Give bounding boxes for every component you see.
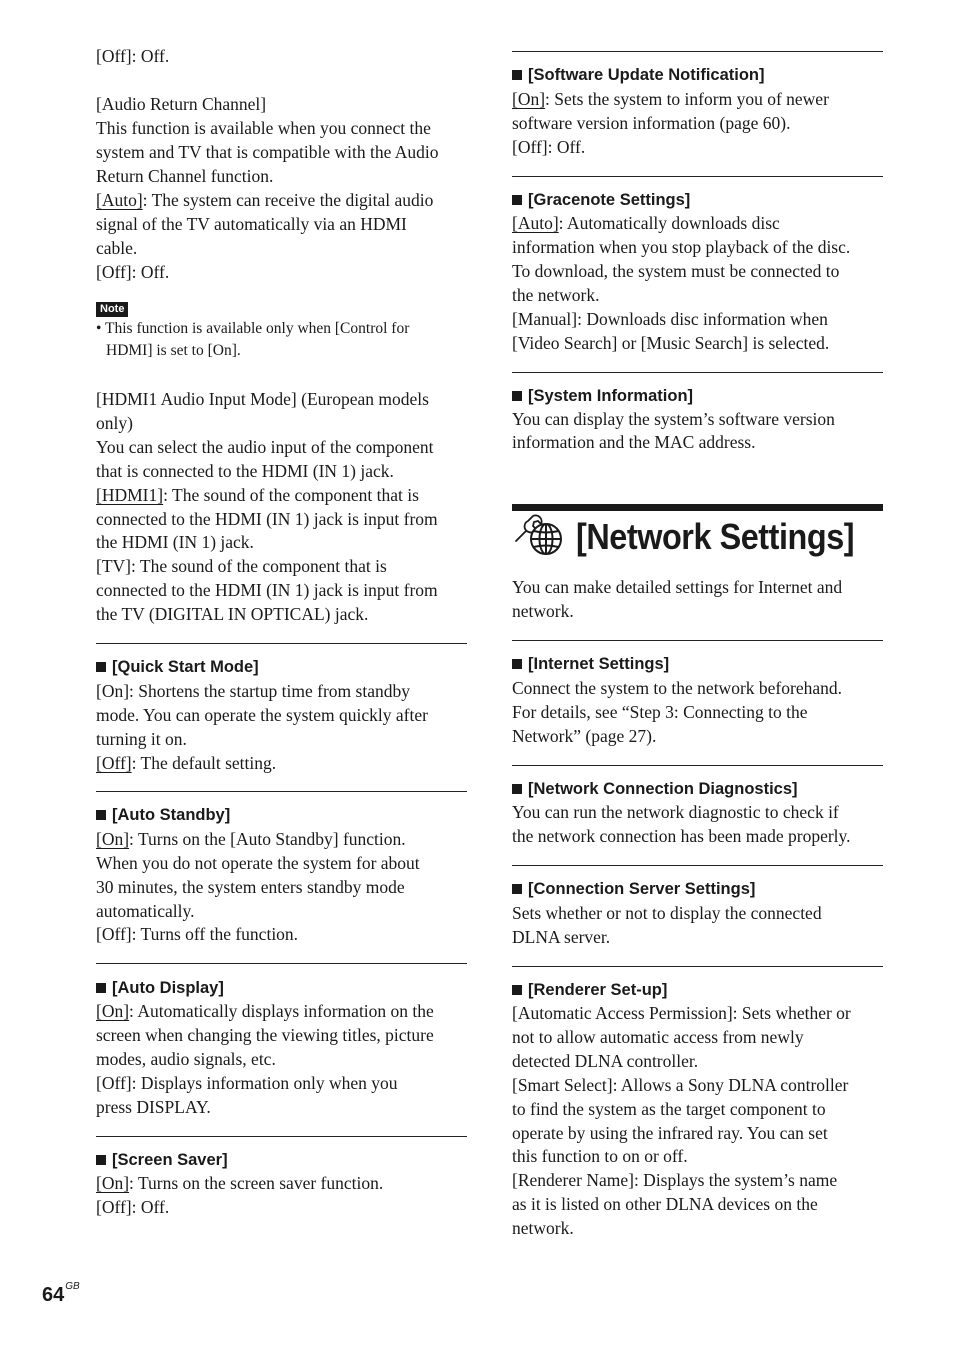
bullet-square-icon — [96, 810, 106, 820]
body-text: [Video Search] or [Music Search] is selected. — [512, 333, 830, 353]
body-text: as it is listed on other DLNA devices on the — [512, 1194, 818, 1214]
option-description: : The default setting. — [131, 753, 277, 773]
default-option: [On] — [96, 1001, 130, 1021]
default-option: [HDMI1] — [96, 485, 164, 505]
section-divider — [512, 51, 883, 52]
default-option: [On] — [96, 829, 130, 849]
option-description: : The system can receive the digital audio — [142, 190, 434, 210]
section-divider — [512, 640, 883, 641]
page-region-suffix: GB — [65, 1281, 80, 1293]
bullet-square-icon — [96, 983, 106, 993]
section-divider — [96, 1136, 467, 1137]
body-text: to find the system as the target component to — [512, 1099, 826, 1119]
body-text: You can run the network diagnostic to check if — [512, 802, 839, 822]
body-text: software version information (page 60). — [512, 113, 791, 133]
bullet-square-icon — [512, 884, 522, 894]
hdmi1-audio-title: [HDMI1 Audio Input Mode] (European models — [96, 389, 429, 409]
body-text: network. — [512, 1218, 574, 1238]
on-option-line — [96, 999, 468, 1023]
body-text: For details, see “Step 3: Connecting to the — [512, 702, 808, 722]
body-text: 30 minutes, the system enters standby mode — [96, 877, 405, 897]
body-text: cable. — [96, 238, 138, 258]
body-text: [Smart Select]: Allows a Sony DLNA controller — [512, 1075, 849, 1095]
section-title-bar — [512, 504, 883, 511]
body-text: This function is available when you connect the — [96, 118, 431, 138]
internet-settings-heading: [Internet Settings] — [512, 653, 669, 675]
auto-option-line — [96, 188, 468, 212]
section-divider — [96, 643, 467, 644]
body-text: network. — [512, 601, 574, 621]
body-text: [Off]: Off. — [96, 1197, 170, 1217]
bullet-square-icon — [512, 985, 522, 995]
bullet-square-icon — [512, 195, 522, 205]
body-text: DLNA server. — [512, 927, 611, 947]
bullet-square-icon — [96, 662, 106, 672]
body-text: You can select the audio input of the component — [96, 437, 434, 457]
bullet-square-icon — [512, 659, 522, 669]
body-text: [Off]: Displays information only when you — [96, 1073, 398, 1093]
off-option-text: [Off]: Off. — [96, 46, 170, 66]
body-text: signal of the TV automatically via an HDMI — [96, 214, 407, 234]
body-text: that is connected to the HDMI (IN 1) jack. — [96, 461, 394, 481]
hdmi1-option-line — [96, 483, 468, 507]
section-divider — [512, 372, 883, 373]
body-text: [Manual]: Downloads disc information when — [512, 309, 828, 329]
body-text: detected DLNA controller. — [512, 1051, 699, 1071]
auto-option-line — [512, 211, 884, 235]
body-text: [On]: Shortens the startup time from standby — [96, 681, 410, 701]
bullet-square-icon — [96, 1155, 106, 1165]
body-text: not to allow automatic access from newly — [512, 1027, 804, 1047]
quick-start-mode-heading: [Quick Start Mode] — [96, 656, 259, 678]
note-text: HDMI] is set to [On]. — [106, 342, 241, 359]
body-text: [Off]: Turns off the function. — [96, 924, 299, 944]
on-option-line — [96, 1171, 468, 1195]
on-option-line — [512, 87, 884, 111]
body-text: mode. You can operate the system quickly after — [96, 705, 428, 725]
section-divider — [96, 791, 467, 792]
option-description: : Automatically downloads disc — [558, 213, 780, 233]
bullet-square-icon — [512, 391, 522, 401]
hdmi1-audio-title: only) — [96, 413, 133, 433]
screen-saver-heading: [Screen Saver] — [96, 1149, 228, 1171]
body-text: automatically. — [96, 901, 195, 921]
connection-server-heading: [Connection Server Settings] — [512, 878, 755, 900]
on-option-line — [96, 827, 468, 851]
body-text: the TV (DIGITAL IN OPTICAL) jack. — [96, 604, 369, 624]
body-text: press DISPLAY. — [96, 1097, 211, 1117]
section-divider — [512, 765, 883, 766]
page-number: $64^{GB}$ — [42, 1281, 80, 1306]
body-text: the HDMI (IN 1) jack. — [96, 532, 254, 552]
body-text: [Renderer Name]: Displays the system’s name — [512, 1170, 838, 1190]
body-text: You can display the system’s software version — [512, 409, 835, 429]
option-description: : The sound of the component that is — [163, 485, 419, 505]
body-text: connected to the HDMI (IN 1) jack is input from — [96, 580, 438, 600]
body-text: turning it on. — [96, 729, 187, 749]
body-text: connected to the HDMI (IN 1) jack is input from — [96, 509, 438, 529]
body-text: Network” (page 27). — [512, 726, 657, 746]
body-text: [Off]: Off. — [96, 262, 170, 282]
software-update-heading: [Software Update Notification] — [512, 64, 765, 86]
section-divider — [96, 963, 467, 964]
body-text: You can make detailed settings for Internet and — [512, 577, 843, 597]
section-divider — [512, 865, 883, 866]
network-diagnostics-heading: [Network Connection Diagnostics] — [512, 778, 798, 800]
body-text: [Off]: Off. — [512, 137, 586, 157]
default-option: [Auto] — [512, 213, 559, 233]
option-description: : Turns on the [Auto Standby] function. — [129, 829, 406, 849]
option-description: : Turns on the screen saver function. — [129, 1173, 384, 1193]
note-badge: Note — [96, 302, 128, 317]
off-option-line — [96, 751, 468, 775]
auto-standby-heading: [Auto Standby] — [96, 804, 230, 826]
body-text: system and TV that is compatible with the Audio — [96, 142, 439, 162]
body-text: [TV]: The sound of the component that is — [96, 556, 387, 576]
default-option: [On] — [96, 1173, 130, 1193]
default-option: [Off] — [96, 753, 132, 773]
body-text: Return Channel function. — [96, 166, 274, 186]
audio-return-channel-title: [Audio Return Channel] — [96, 94, 267, 114]
body-text: the network. — [512, 285, 600, 305]
body-text: [Automatic Access Permission]: Sets whether or — [512, 1003, 851, 1023]
auto-display-heading: [Auto Display] — [96, 977, 224, 999]
section-divider — [512, 176, 883, 177]
option-description: : Automatically displays information on the — [129, 1001, 434, 1021]
body-text: modes, audio signals, etc. — [96, 1049, 276, 1069]
body-text: To download, the system must be connected to — [512, 261, 840, 281]
gracenote-heading: [Gracenote Settings] — [512, 189, 690, 211]
body-text: information when you stop playback of the disc. — [512, 237, 851, 257]
note-text: • This function is available only when [Control for — [96, 320, 410, 337]
body-text: this function to on or off. — [512, 1146, 688, 1166]
network-settings-icon — [512, 513, 568, 559]
option-description: : Sets the system to inform you of newer — [545, 89, 829, 109]
body-text: Sets whether or not to display the connected — [512, 903, 822, 923]
body-text: screen when changing the viewing titles, picture — [96, 1025, 434, 1045]
default-option: [On] — [512, 89, 546, 109]
body-text: operate by using the infrared ray. You can set — [512, 1123, 828, 1143]
body-text: Connect the system to the network beforehand. — [512, 678, 842, 698]
default-option: [Auto] — [96, 190, 143, 210]
network-settings-title: [Network Settings] — [576, 516, 855, 557]
bullet-square-icon — [512, 784, 522, 794]
renderer-setup-heading: [Renderer Set-up] — [512, 979, 667, 1001]
section-divider — [512, 966, 883, 967]
body-text: information and the MAC address. — [512, 432, 756, 452]
body-text: the network connection has been made properly. — [512, 826, 851, 846]
bullet-square-icon — [512, 70, 522, 80]
system-information-heading: [System Information] — [512, 385, 693, 407]
body-text: When you do not operate the system for about — [96, 853, 420, 873]
